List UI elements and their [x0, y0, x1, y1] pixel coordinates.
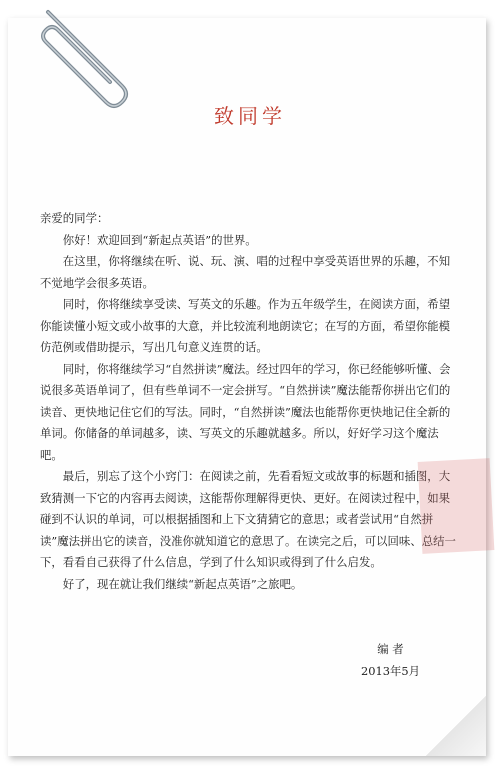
paperclip-icon: [30, 2, 140, 112]
letter-title: 致同学: [214, 104, 286, 128]
letter-greeting: 亲爱的同学：: [40, 211, 109, 225]
letter-paragraph: 你好！欢迎回到“新起点英语”的世界。: [62, 232, 257, 247]
signature-date: 2013年5月: [360, 664, 420, 678]
letter-paragraph: 在这里，你将继续在听、说、玩、演、唱的过程中享受英语世界的乐趣，不知不觉地学会很多英语。: [40, 254, 451, 290]
letter-paragraph: 最后，别忘了这个小窍门：在阅读之前，先看看短文或故事的标题和插图，大致猜测一下它的内容再去阅读，这能帮你理解得更快、更好。在阅读过程中，如果碰到不认识的单词，可以根据插图和上下文猜猜它的意思；或者尝试用“自然拼读”魔法拼出它的读音，没准你就知道它的意思了。在读完之后，可以回味、总结一下，看看自己获得了什么信息，学到了什么知识或得到了什么启发。: [40, 469, 456, 569]
letter-paragraph: 同时，你将继续学习“自然拼读”魔法。经过四年的学习，你已经能够听懂、会说很多英语单词了，但有些单词不一定会拼写。“自然拼读”魔法能帮你拼出它们的读音、更快地记住它们的写法。同时，“自然拼读”魔法也能帮你更快地记住全新的单词。你储备的单词越多，读、写英文的乐趣就越多。所以，好好学习这个魔法吧。: [40, 361, 451, 462]
letter-body: [40, 208, 460, 595]
watermark-stamp: [418, 458, 495, 554]
letter-paragraph: 同时，你将继续享受读、写英文的乐趣。作为五年级学生，在阅读方面，希望你能读懂小短文或小故事的大意，并比较流利地朗读它；在写的方面，希望你能模仿范例或借助提示，写出几句意义连贯的话。: [40, 297, 451, 354]
signature-author: 编 者: [377, 642, 404, 656]
page-curl: [426, 696, 486, 756]
letter-paragraph: 好了，现在就让我们继续“新起点英语”之旅吧。: [62, 576, 303, 591]
letter-signature: [361, 638, 420, 682]
